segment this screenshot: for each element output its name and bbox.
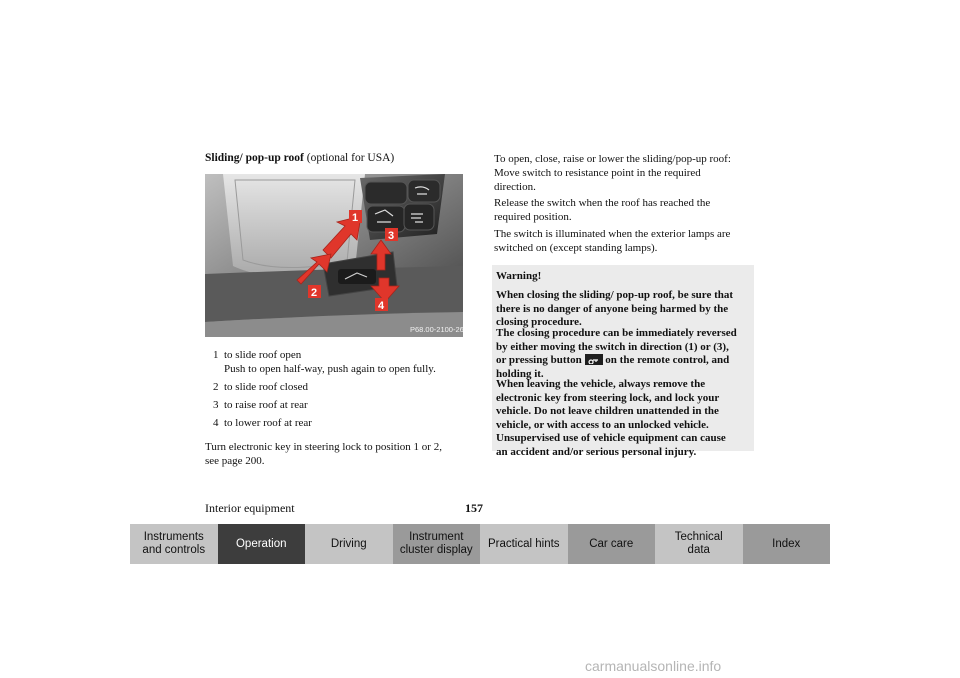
section-note: (optional for USA) [306, 152, 395, 164]
legend-item-1: 1 to slide roof open Push to open half-way, push again to open fully. [213, 349, 436, 375]
roof-switch-illustration [205, 174, 463, 337]
callout-3: 3 [388, 230, 395, 242]
tab-instrument-cluster-display[interactable]: Instrument cluster display [393, 524, 481, 564]
tab-driving[interactable]: Driving [305, 524, 393, 564]
callout-1: 1 [352, 212, 359, 224]
legend-item-4: 4 to lower roof at rear [213, 417, 312, 429]
warning-paragraph-2: The closing procedure can be immediately reversed by either moving the switch in direction (1) or (3), or pressing button on the remote control, and holding it. [496, 327, 737, 380]
legend-item-2: 2 to slide roof closed [213, 381, 309, 393]
tab-car-care[interactable]: Car care [568, 524, 656, 564]
tab-practical-hints[interactable]: Practical hints [480, 524, 568, 564]
footer-section-title: Interior equipment [205, 501, 295, 515]
roof-switch-figure [205, 174, 463, 337]
remote-unlock-icon [585, 354, 603, 365]
callout-4: 4 [378, 300, 385, 312]
section-heading [205, 152, 394, 164]
section-title: Sliding/ pop-up roof [205, 152, 304, 164]
watermark: carmanualsonline.info [585, 658, 722, 674]
ignition-instruction: Turn electronic key in steering lock to position 1 or 2, see page 200. [205, 441, 442, 467]
warning-paragraph-1: When closing the sliding/ pop-up roof, be sure that there is no danger of anyone being harmed by the closing procedure. [496, 289, 734, 328]
release-paragraph: Release the switch when the roof has reached the required position. [494, 197, 711, 223]
warning-heading: Warning! [496, 270, 542, 282]
tab-operation[interactable]: Operation [218, 524, 306, 564]
legend-item-3: 3 to raise roof at rear [213, 399, 308, 411]
chapter-nav [130, 524, 830, 564]
tab-index[interactable]: Index [743, 524, 831, 564]
tab-technical-data[interactable]: Technical data [655, 524, 743, 564]
page-number: 157 [465, 501, 483, 515]
callout-2: 2 [311, 287, 318, 299]
figure-code: P68.00-2100-26 [410, 325, 463, 334]
warning-box [492, 265, 754, 458]
operation-paragraph: To open, close, raise or lower the sliding/pop-up roof: Move switch to resistance point in the required direction. [494, 153, 731, 193]
illumination-paragraph: The switch is illuminated when the exterior lamps are switched on (except standing lamps). [494, 228, 731, 254]
warning-paragraph-3: When leaving the vehicle, always remove the electronic key from steering lock, and lock your vehicle. Do not leave children unattended in the vehicle, or with access to an unlocked vehicle. Unsupervised use of vehicle equipment can cause an accident and/or serious personal injury. [496, 378, 726, 458]
tab-instruments-and-controls[interactable]: Instruments and controls [130, 524, 218, 564]
